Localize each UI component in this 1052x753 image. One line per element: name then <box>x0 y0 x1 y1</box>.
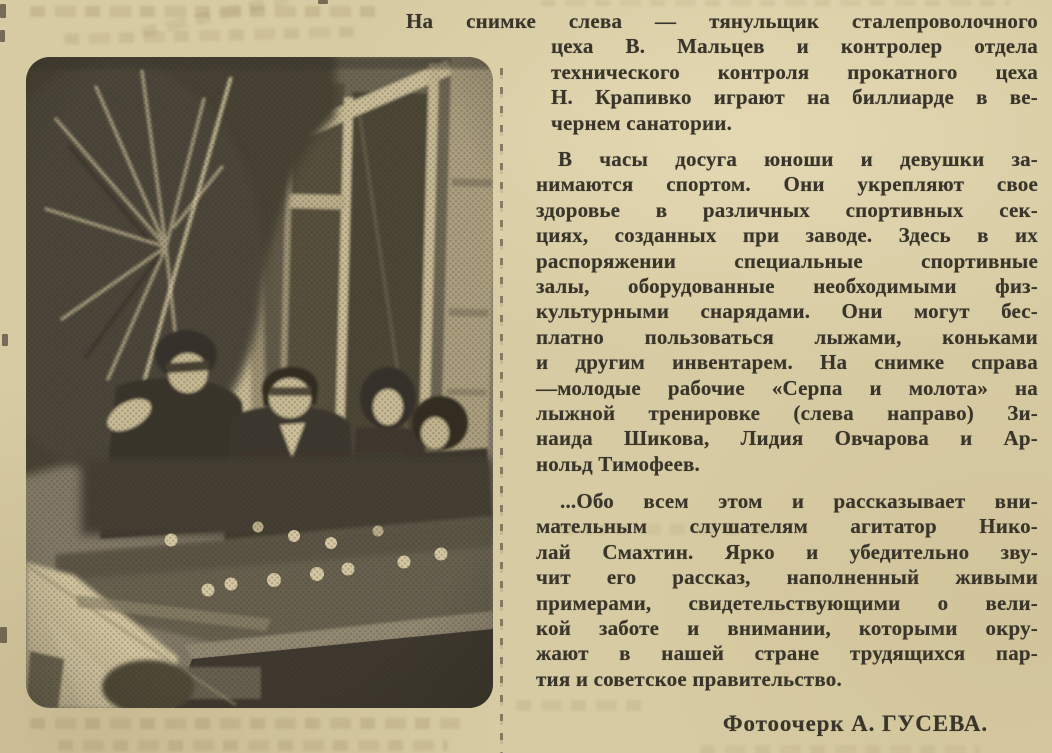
text-line: примерами, свидетельствующими о вели- <box>536 590 1038 615</box>
showthrough-smudge <box>58 740 448 751</box>
scan-speck <box>0 30 5 42</box>
text-line: технического контроля прокатного цеха <box>551 59 1038 84</box>
scan-speck <box>0 627 7 643</box>
text-line: цеха В. Мальцев и контролер отдела <box>551 34 1038 59</box>
byline: Фотоочерк А. ГУСЕВА. <box>722 711 988 736</box>
text-line: ...Обо всем этом и рассказывает вни- <box>560 489 1038 513</box>
showthrough-smudge <box>64 26 354 45</box>
text-line: кой заботе и внимании, которыми окру- <box>536 616 1038 641</box>
scan-speck <box>2 334 8 346</box>
text-line: залы, оборудованные необходимыми физ- <box>536 274 1038 299</box>
text-line: наида Шикова, Лидия Овчарова и Ар- <box>536 426 1038 451</box>
showthrough-smudge <box>30 718 460 729</box>
text-line: тия и советское правительство. <box>536 666 842 691</box>
photo-caption <box>406 9 1038 136</box>
text-line: чернем санатории. <box>551 110 733 135</box>
billiards-photo <box>26 57 493 708</box>
text-line: циях, созданных при заводе. Здесь в их <box>536 223 1038 248</box>
text-line: В часы досуга юноши и девушки за- <box>558 147 1038 171</box>
showthrough-smudge <box>540 0 1010 6</box>
text-line: лыжной тренировке (слева направо) Зи- <box>536 401 1038 426</box>
text-line: чит его рассказ, наполненный живыми <box>536 565 1038 590</box>
paragraph-agitator <box>536 489 1038 692</box>
text-line: платно пользоваться лыжами, коньками <box>536 324 1038 349</box>
scan-speck <box>0 4 6 18</box>
text-line: лай Смахтин. Ярко и убедительно зву- <box>536 539 1038 564</box>
text-line: —молодые рабочие «Серпа и молота» на <box>536 375 1038 400</box>
text-line: и другим инвентарем. На снимке справа <box>536 350 1038 375</box>
text-line: культурными снарядами. Они могут бес- <box>536 299 1038 324</box>
text-line: нимаются спортом. Они укрепляют свое <box>536 172 1038 197</box>
billiards-photo-art <box>26 57 493 708</box>
text-line: На снимке слева — тянульщик сталепроволочного <box>406 9 1038 33</box>
text-line: здоровье в различных спортивных сек- <box>536 197 1038 222</box>
paragraph-sport <box>536 147 1038 477</box>
text-line: Н. Крапивко играют на биллиарде в ве- <box>551 85 1038 110</box>
text-line: мательным слушателям агитатор Нико- <box>536 514 1038 539</box>
text-line: распоряжении специальные спортивные <box>536 248 1038 273</box>
scan-speck <box>318 0 328 4</box>
showthrough-smudge <box>700 745 980 753</box>
text-line: нольд Тимофеев. <box>536 451 700 476</box>
text-line: жают в нашей стране трудящихся пар- <box>536 641 1038 666</box>
column-rule <box>500 66 503 753</box>
